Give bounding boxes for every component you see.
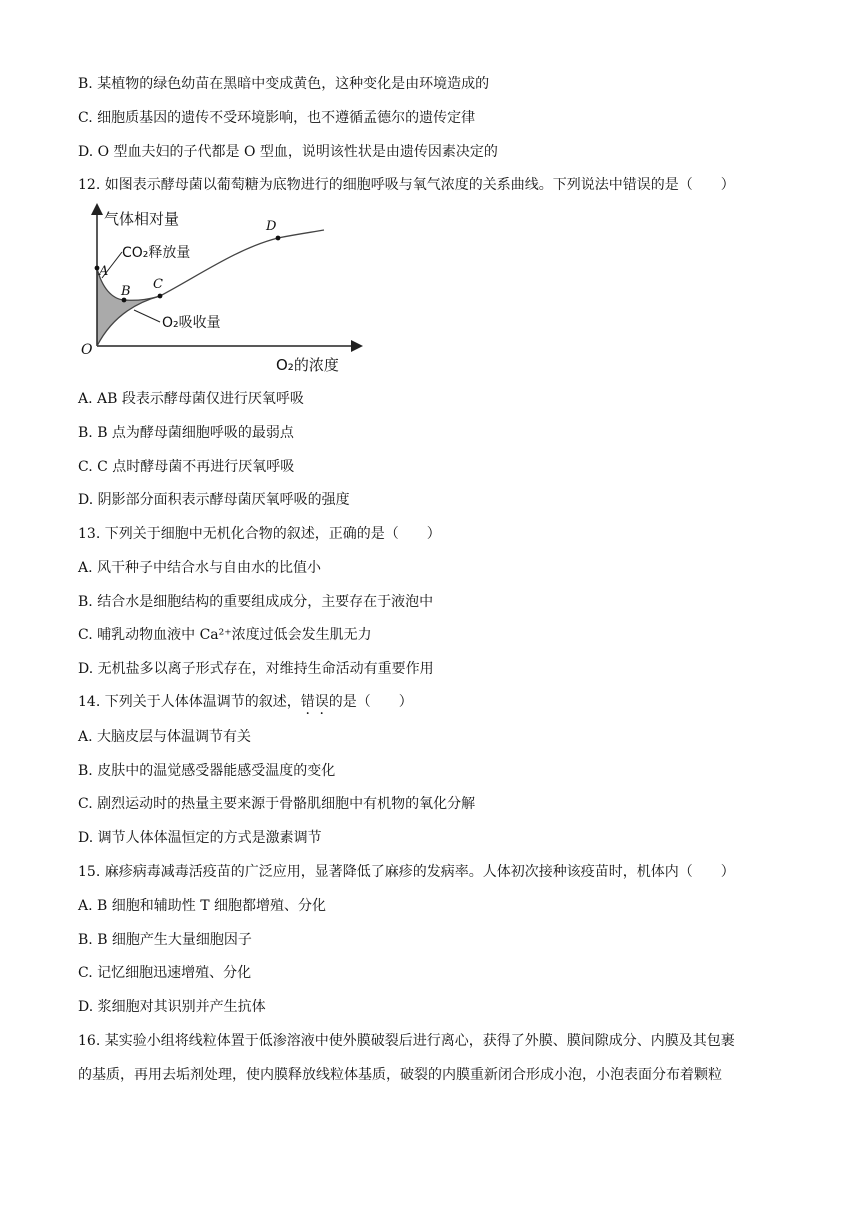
- q16-stem-line-1: 16. 某实验小组将线粒体置于低渗溶液中使外膜破裂后进行离心，获得了外膜、膜间隙成分、内膜及其包裹: [78, 1033, 735, 1049]
- point-d: [276, 236, 281, 241]
- q13-stem: 13. 下列关于细胞中无机化合物的叙述，正确的是（ ）: [78, 526, 441, 542]
- q15-stem: 15. 麻疹病毒减毒活疫苗的广泛应用，显著降低了麻疹的发病率。人体初次接种该疫苗时，机体内（ ）: [78, 864, 735, 880]
- q14-emphasis-char-2: 误: [314, 694, 329, 710]
- q13-option-d: D. 无机盐多以离子形式存在，对维持生命活动有重要作用: [78, 661, 434, 677]
- q14-option-a: A. 大脑皮层与体温调节有关: [78, 729, 252, 745]
- point-d-label: D: [266, 219, 277, 234]
- q11-option-d: D. O 型血夫妇的子代都是 O 型血，说明该性状是由遗传因素决定的: [78, 144, 498, 160]
- q14-stem: [78, 693, 413, 711]
- y-axis-label: 气体相对量: [104, 210, 180, 228]
- q14-option-d: D. 调节人体体温恒定的方式是激素调节: [78, 830, 322, 846]
- q13-option-b: B. 结合水是细胞结构的重要组成成分，主要存在于液泡中: [78, 594, 434, 610]
- q14-stem-prefix: 14. 下列关于人体体温调节的叙述，: [78, 694, 301, 710]
- q14-stem-suffix: 的是（ ）: [328, 694, 413, 710]
- q12-option-d: D. 阴影部分面积表示酵母菌厌氧呼吸的强度: [78, 492, 350, 508]
- point-b-label: B: [121, 284, 131, 299]
- q14-emphasis-char-1: 错: [300, 694, 315, 710]
- x-axis-label: O₂的浓度: [276, 356, 339, 374]
- q12-respiration-figure: [78, 200, 378, 380]
- q15-option-b: B. B 细胞产生大量细胞因子: [78, 932, 252, 948]
- q14-option-b: B. 皮肤中的温觉感受器能感受温度的变化: [78, 763, 336, 779]
- q12-stem: 12. 如图表示酵母菌以葡萄糖为底物进行的细胞呼吸与氧气浓度的关系曲线。下列说法中错误的是（ ）: [78, 177, 735, 193]
- origin-label: O: [81, 342, 93, 358]
- q15-option-d: D. 浆细胞对其识别并产生抗体: [78, 999, 266, 1015]
- point-c-label: C: [153, 277, 163, 292]
- q15-option-a: A. B 细胞和辅助性 T 细胞都增殖、分化: [78, 898, 326, 914]
- q12-option-a: A. AB 段表示酵母菌仅进行厌氧呼吸: [78, 391, 304, 407]
- q13-option-c: C. 哺乳动物血液中 Ca²⁺浓度过低会发生肌无力: [78, 627, 372, 643]
- point-a-label: A: [99, 264, 109, 279]
- anaerobic-shaded-area: [97, 268, 160, 346]
- o2-label: O₂吸收量: [162, 315, 221, 331]
- q12-option-c: C. C 点时酵母菌不再进行厌氧呼吸: [78, 459, 295, 475]
- q15-option-c: C. 记忆细胞迅速增殖、分化: [78, 965, 252, 981]
- o2-leader-line: [134, 310, 160, 322]
- point-c: [158, 294, 163, 299]
- q11-option-b: B. 某植物的绿色幼苗在黑暗中变成黄色，这种变化是由环境造成的: [78, 76, 490, 92]
- q13-option-a: A. 风干种子中结合水与自由水的比值小: [78, 560, 322, 576]
- q14-option-c: C. 剧烈运动时的热量主要来源于骨骼肌细胞中有机物的氧化分解: [78, 796, 476, 812]
- q12-option-b: B. B 点为酵母菌细胞呼吸的最弱点: [78, 425, 294, 441]
- q16-stem-line-2: 的基质，再用去垢剂处理，使内膜释放线粒体基质，破裂的内膜重新闭合形成小泡，小泡表面分布着颗粒: [78, 1067, 722, 1083]
- co2-label: CO₂释放量: [122, 245, 191, 261]
- q11-option-c: C. 细胞质基因的遗传不受环境影响，也不遵循孟德尔的遗传定律: [78, 110, 476, 126]
- co2-release-curve: [97, 230, 324, 300]
